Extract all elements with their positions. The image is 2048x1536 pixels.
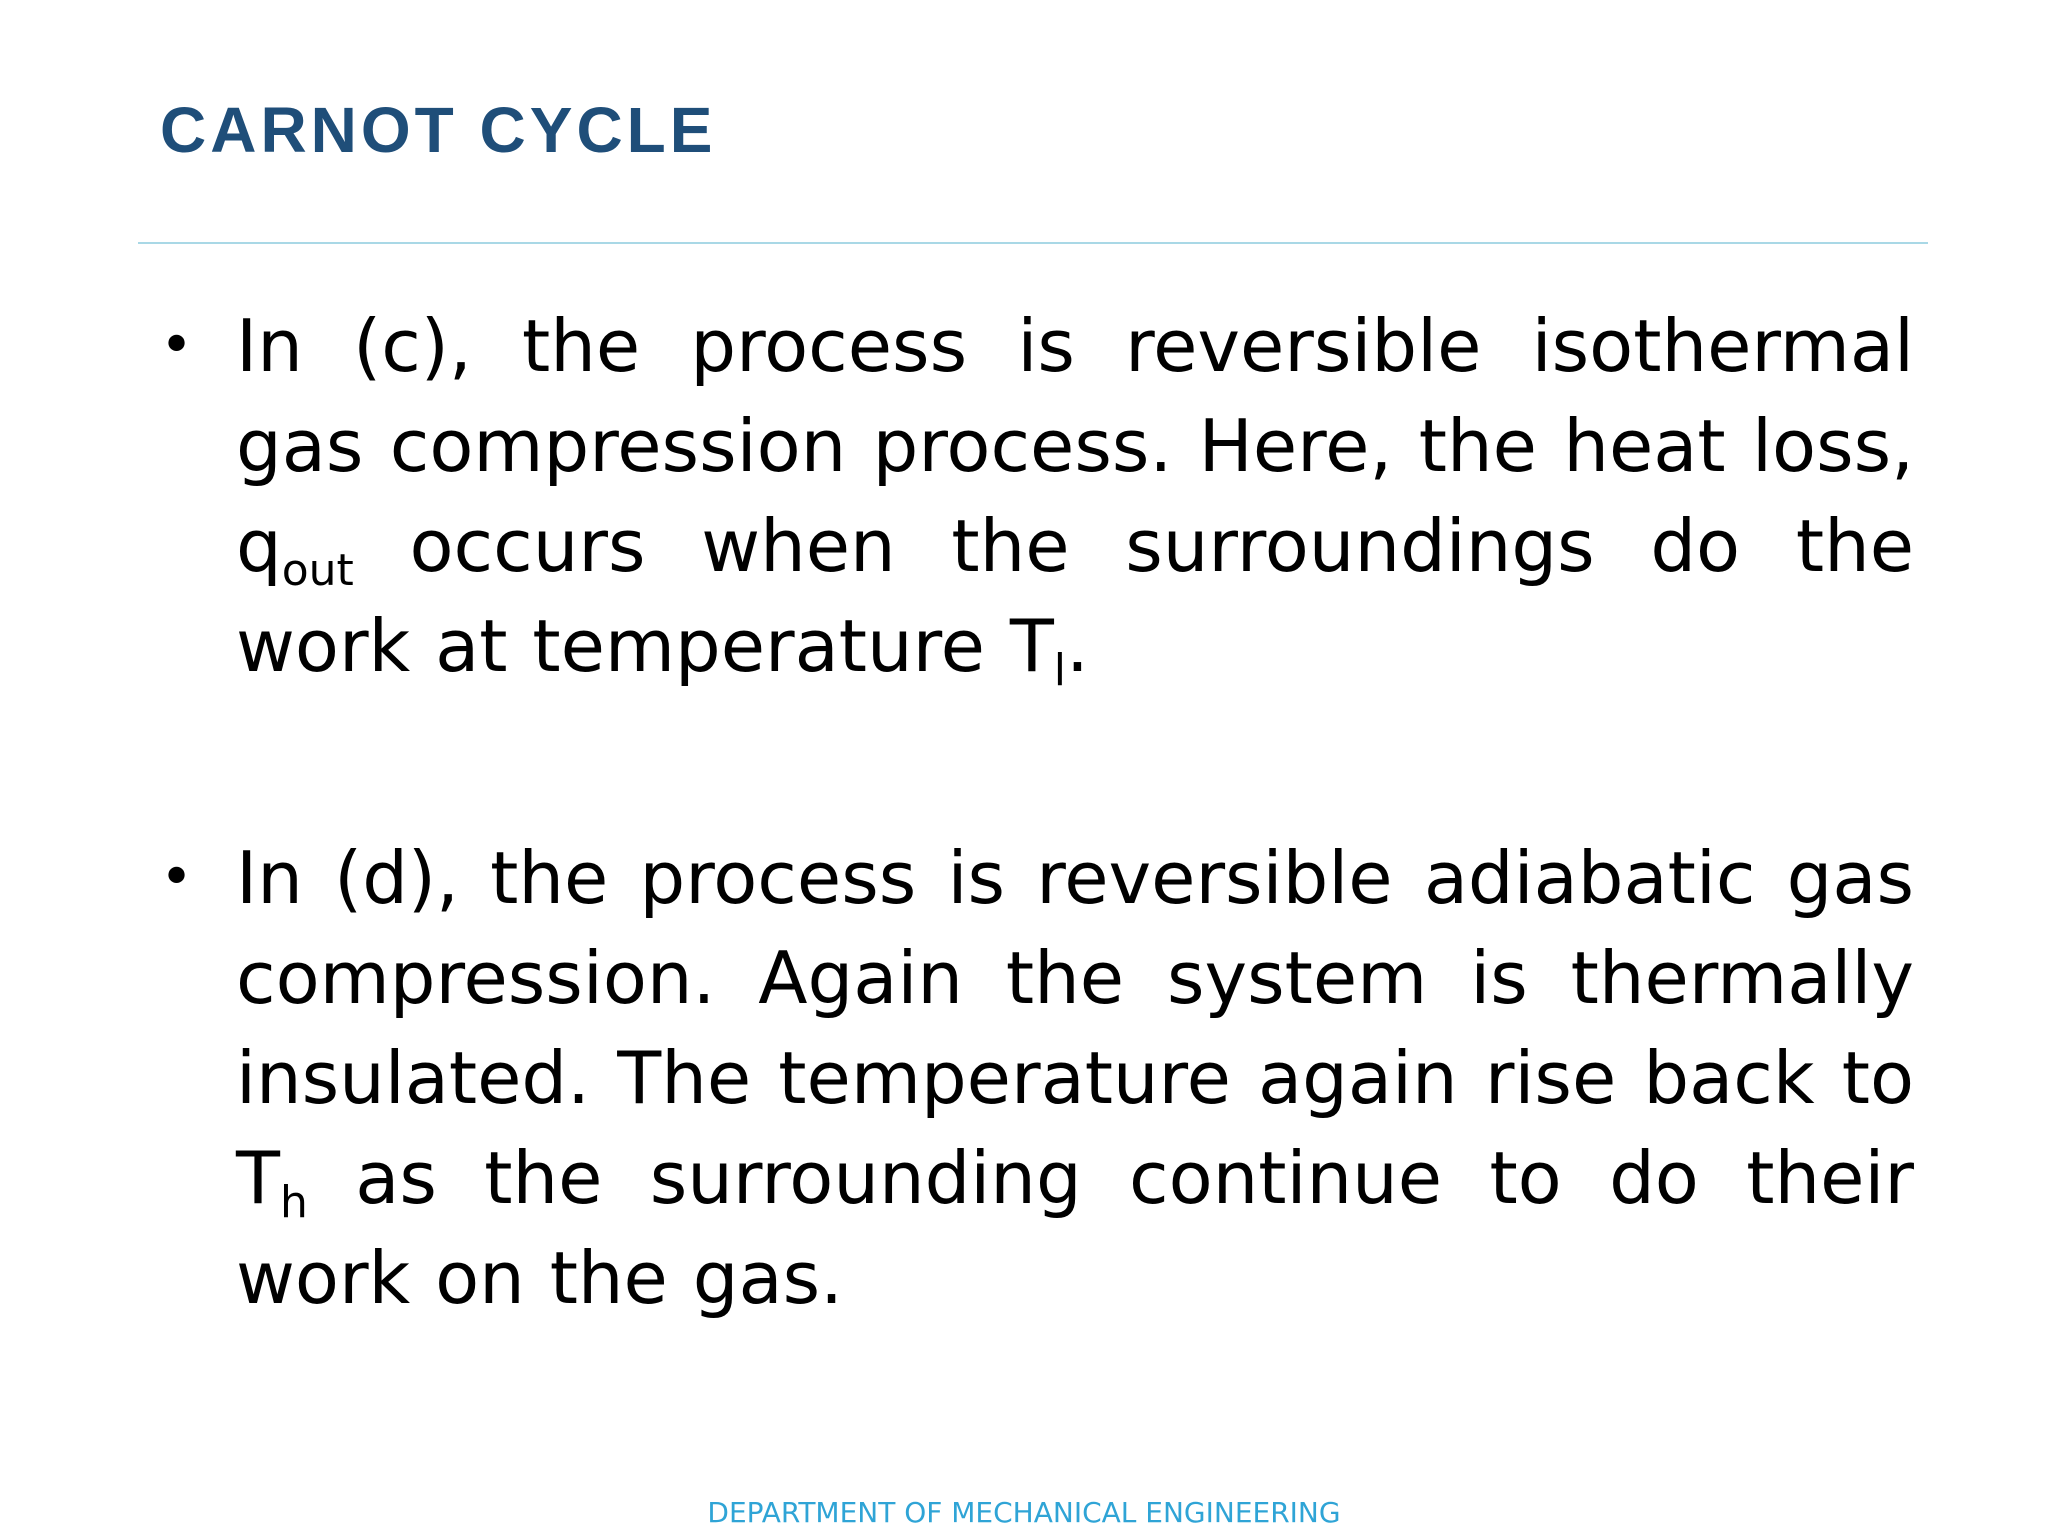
bullet-c-text-1: In (c), the process is reversible isothermal gas compression process. Here, the heat loss, q <box>236 304 1914 588</box>
bullet-d-subscript-h: h <box>279 1177 308 1228</box>
title-divider <box>138 242 1928 244</box>
bullet-c-text-2: occurs when the surroundings do the work at temperature T <box>236 504 1914 688</box>
bullet-text-d <box>236 828 1914 1328</box>
bullet-text-c <box>236 296 1914 696</box>
footer-department: DEPARTMENT OF MECHANICAL ENGINEERING <box>707 1496 1341 1529</box>
bullet-d-text-1: In (d), the process is reversible adiabatic gas compression. Again the system is thermally insulated. The temperature again rise back to T <box>236 836 1914 1220</box>
bullet-d-text-2: as the surrounding continue to do their work on the gas. <box>236 1136 1914 1320</box>
bullet-c-text-3: . <box>1066 604 1089 688</box>
slide-title: CARNOT CYCLE <box>160 94 717 166</box>
bullet-dot-icon: • <box>160 845 194 910</box>
bullet-dot-icon: • <box>160 313 194 378</box>
bullet-c-subscript-l: l <box>1053 645 1067 696</box>
bullet-c-subscript-out: out <box>281 545 354 596</box>
